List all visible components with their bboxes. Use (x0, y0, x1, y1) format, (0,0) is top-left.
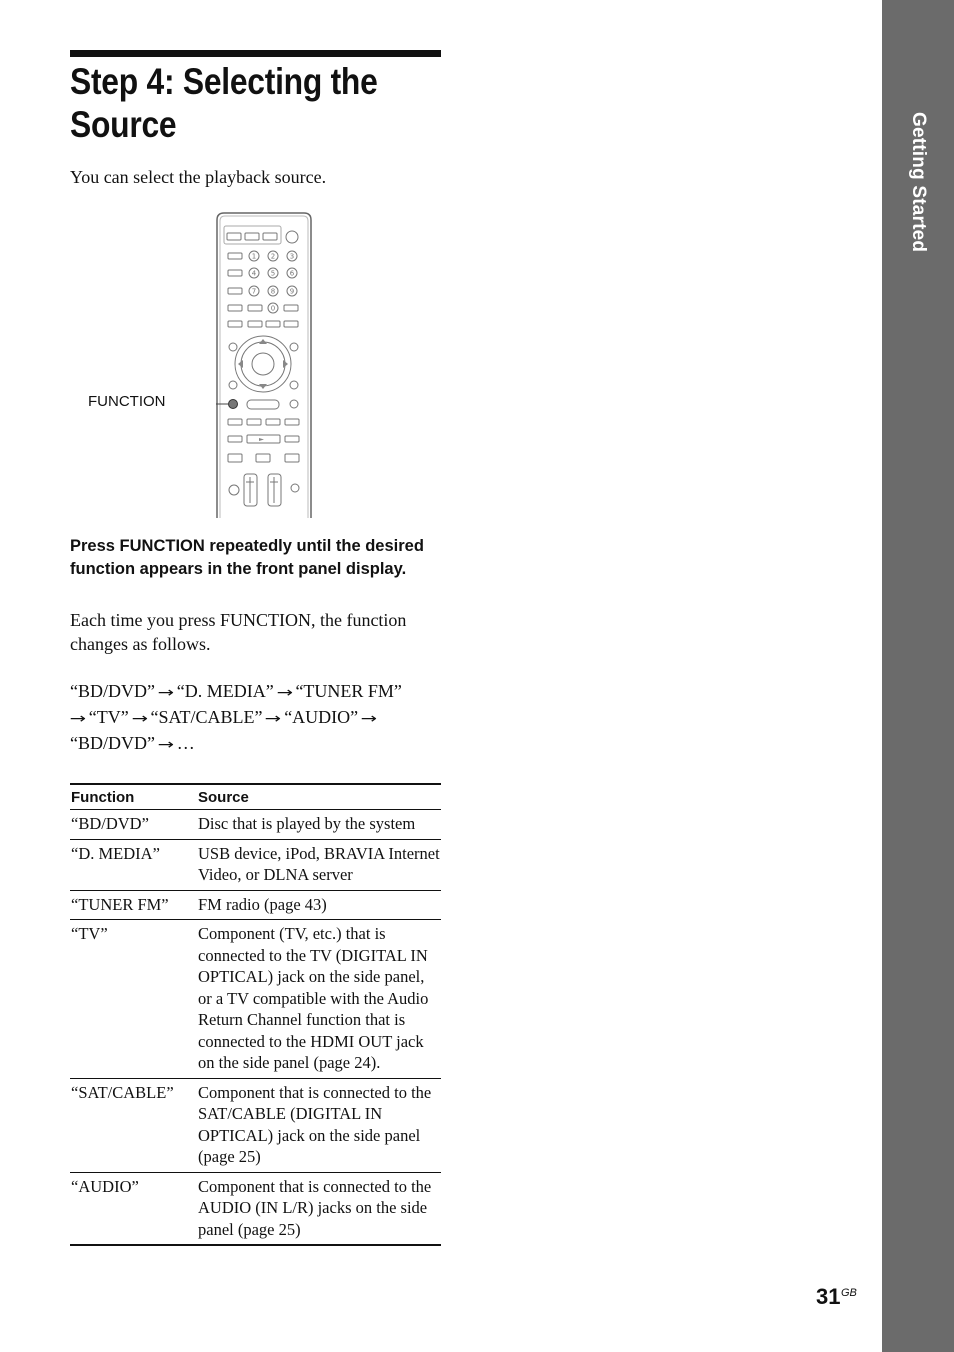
arrow-right-icon: → (157, 685, 175, 701)
seq-item: “SAT/CABLE” (150, 707, 263, 727)
arrow-right-icon: → (265, 711, 282, 727)
remote-key-6: 6 (289, 269, 295, 278)
table-row (70, 1078, 441, 1172)
remote-key-9: 9 (289, 287, 295, 296)
title-line-2: Source (70, 104, 177, 145)
seq-item: … (176, 733, 195, 753)
arrow-right-icon: → (131, 711, 148, 727)
seq-item: “BD/DVD” (70, 681, 155, 701)
table-row (70, 890, 441, 920)
table-header-row (70, 784, 441, 810)
heading-rule (70, 50, 441, 57)
remote-key-1: 1 (251, 252, 257, 261)
source-cell: Component that is connected to the SAT/CABLE (DIGITAL IN OPTICAL) jack on the side panel (page 25) (198, 1078, 441, 1172)
remote-key-5: 5 (270, 269, 276, 278)
column-header-source: Source (198, 784, 441, 810)
source-cell: Component (TV, etc.) that is connected to the TV (DIGITAL IN OPTICAL) jack on the side panel, or a TV compatible with the Audio Return Channel function that is connected to the HDMI OUT jack on the side panel (page 24). (198, 920, 441, 1079)
arrow-right-icon: → (157, 737, 175, 753)
page-title (70, 60, 397, 146)
step-instruction-heading: Press FUNCTION repeatedly until the desired function appears in the front panel display. (70, 537, 424, 578)
column-header-function: Function (70, 784, 198, 810)
table-row (70, 810, 441, 840)
function-cell: “TV” (70, 920, 198, 1079)
function-cell: “BD/DVD” (70, 810, 198, 840)
remote-key-4: 4 (251, 269, 257, 278)
source-cell: Disc that is played by the system (198, 810, 441, 840)
title-line-1: Step 4: Selecting the (70, 61, 378, 102)
page-number-suffix: GB (841, 1287, 857, 1299)
remote-key-7: 7 (251, 287, 257, 296)
seq-item: “TV” (88, 707, 129, 727)
remote-key-0: 0 (270, 304, 276, 313)
table-row (70, 1172, 441, 1245)
section-tab-label: Getting Started (908, 112, 929, 253)
source-cell: FM radio (page 43) (198, 890, 441, 920)
function-cell: “TUNER FM” (70, 890, 198, 920)
seq-item: “BD/DVD” (70, 733, 155, 753)
arrow-right-icon: → (276, 685, 293, 701)
table-row (70, 839, 441, 890)
arrow-right-icon: → (360, 711, 378, 727)
function-cell: “AUDIO” (71, 1176, 139, 1196)
arrow-right-icon: → (69, 711, 87, 727)
seq-item: “D. MEDIA” (176, 681, 274, 701)
function-callout-label: FUNCTION (88, 393, 166, 410)
function-source-table (70, 783, 441, 1246)
seq-item: “TUNER FM” (295, 681, 402, 701)
remote-control-illustration (216, 212, 314, 518)
function-sequence (70, 679, 450, 757)
table-row (70, 920, 441, 1079)
function-cell: “D. MEDIA” (70, 839, 198, 890)
intro-text: You can select the playback source. (70, 167, 327, 187)
remote-key-3: 3 (289, 252, 295, 261)
remote-key-8: 8 (270, 287, 276, 296)
source-cell: Component that is connected to the AUDIO (IN L/R) jacks on the side panel (page 25) (198, 1176, 432, 1239)
seq-item: “AUDIO” (284, 707, 359, 727)
source-cell: USB device, iPod, BRAVIA Internet Video, or DLNA server (198, 839, 441, 890)
function-cell: “SAT/CABLE” (70, 1078, 198, 1172)
page-number: 31 (816, 1284, 841, 1309)
function-button-highlight (229, 400, 238, 409)
remote-key-2: 2 (270, 252, 276, 261)
step-instruction-body: Each time you press FUNCTION, the function changes as follows. (70, 610, 407, 654)
